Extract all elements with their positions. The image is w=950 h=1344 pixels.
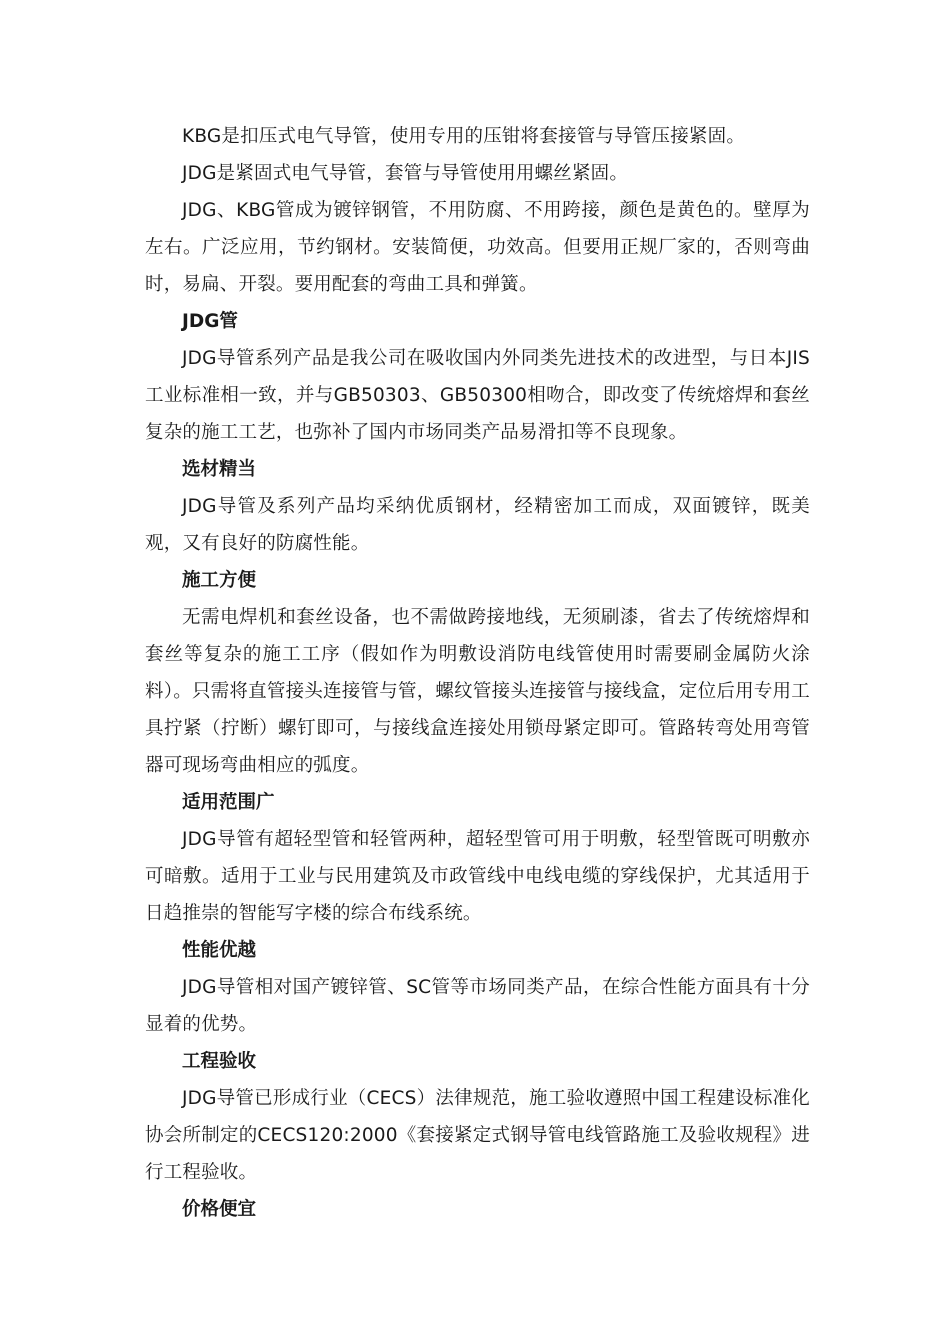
paragraph-material: JDG导管及系列产品均采纳优质钢材，经精密加工而成，双面镀锌，既美观，又有良好的防腐性能。 bbox=[145, 496, 810, 554]
paragraph-kbg: KBG是扣压式电气导管，使用专用的压钳将套接管与导管压接紧固。 bbox=[182, 126, 746, 147]
paragraph-galvanized: JDG、KBG管成为镀锌钢管，不用防腐、不用跨接，颜色是黄色的。壁厚为左右。广泛应用，节约钢材。安装简便，功效高。但要用正规厂家的，否则弯曲时，易扁、开裂。要用配套的弯曲工具和弹簧。 bbox=[145, 200, 810, 295]
paragraph-acceptance: JDG导管已形成行业（CECS）法律规范，施工验收遵照中国工程建设标准化协会所制定的CECS120:2000《套接紧定式钢导管电线管路施工及验收规程》进行工程验收。 bbox=[145, 1088, 810, 1183]
paragraph-jdg-definition: JDG是紧固式电气导管，套管与导管使用用螺丝紧固。 bbox=[182, 163, 629, 184]
heading-price: 价格便宜 bbox=[182, 1199, 257, 1220]
paragraph-construction: 无需电焊机和套丝设备，也不需做跨接地线，无须刷漆，省去了传统熔焊和套丝等复杂的施工工序（假如作为明敷设消防电线管使用时需要刷金属防火涂料）。只需将直管接头连接管与管，螺纹管接头连接管与接线盒，定位后用专用工具拧紧（拧断）螺钉即可，与接线盒连接处用锁母紧定即可。管路转弯处用弯管器可现场弯曲相应的弧度。 bbox=[145, 607, 810, 776]
paragraph-application: JDG导管有超轻型管和轻管两种，超轻型管可用于明敷，轻型管既可明敷亦可暗敷。适用于工业与民用建筑及市政管线中电线电缆的穿线保护，尤其适用于日趋推崇的智能写字楼的综合布线系统。 bbox=[145, 829, 810, 924]
paragraph-performance: JDG导管相对国产镀锌管、SC管等市场同类产品，在综合性能方面具有十分显着的优势。 bbox=[145, 977, 810, 1035]
heading-material: 选材精当 bbox=[182, 459, 257, 480]
paragraph-jdg-intro: JDG导管系列产品是我公司在吸收国内外同类先进技术的改进型，与日本JIS工业标准相一致，并与GB50303、GB50300相吻合，即改变了传统熔焊和套丝复杂的施工工艺，也弥补了国内市场同类产品易滑扣等不良现象。 bbox=[145, 348, 810, 443]
heading-acceptance: 工程验收 bbox=[182, 1051, 257, 1072]
heading-application: 适用范围广 bbox=[182, 792, 275, 813]
heading-performance: 性能优越 bbox=[182, 940, 257, 961]
document-body bbox=[145, 118, 810, 1228]
heading-construction: 施工方便 bbox=[182, 570, 257, 591]
heading-jdg-pipe: JDG管 bbox=[182, 311, 238, 332]
